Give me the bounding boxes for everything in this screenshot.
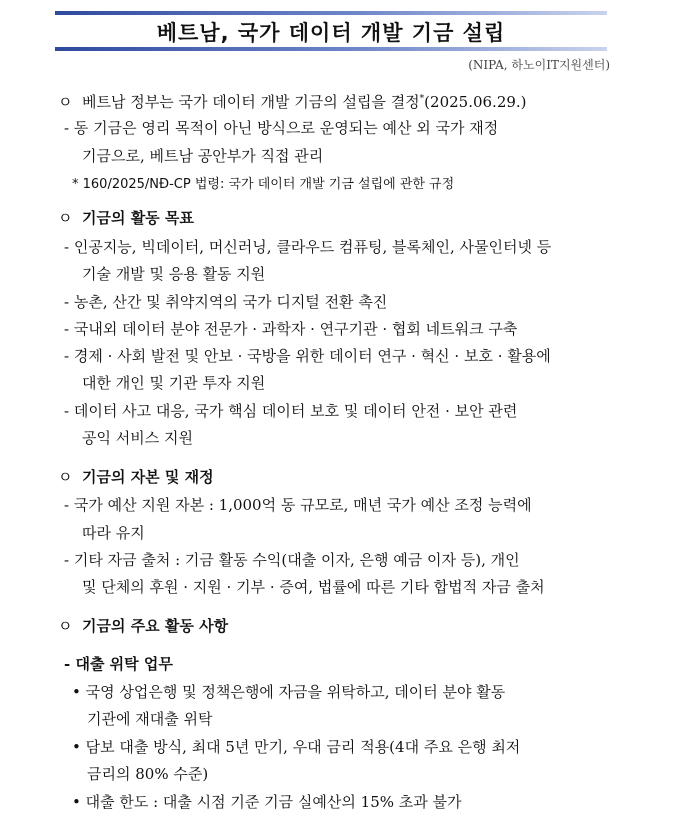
intro-line — [58, 89, 527, 112]
intro-bullet: ㅇ — [58, 93, 73, 111]
section-activities-heading — [58, 616, 228, 636]
goals-line-4: - 국내외 데이터 분야 전문가 · 과학자 · 연구기관 · 협회 네트워크 구축 — [64, 320, 518, 338]
goals-line-6: 대한 개인 및 기관 투자 지원 — [82, 374, 266, 392]
intro-detail-2: 기금으로, 베트남 공안부가 직접 관리 — [82, 147, 324, 165]
capital-line-1: - 국가 예산 지원 자본 : 1,000억 동 규모로, 매년 국가 예산 조정 능력에 — [64, 496, 532, 514]
intro-footnote: * 160/2025/NĐ-CP 법령: 국가 데이터 개발 기금 설립에 관한 규정 — [72, 177, 455, 192]
intro-text: 베트남 정부는 국가 데이터 개발 기금의 설립을 결정 — [82, 93, 420, 111]
activities-line-3: • 담보 대출 방식, 최대 5년 만기, 우대 금리 적용(4대 주요 은행 최저 — [72, 738, 521, 756]
activities-sub-heading: - 대출 위탁 업무 — [64, 655, 173, 673]
source-credit: (NIPA, 하노이IT지원센터) — [468, 58, 610, 72]
capital-line-2: 따라 유지 — [82, 524, 145, 542]
goals-bullet: ㅇ — [58, 209, 73, 227]
goals-line-3: - 농촌, 산간 및 취약지역의 국가 디지털 전환 촉진 — [64, 293, 388, 311]
intro-footnote-mark: * — [419, 94, 425, 104]
activities-line-4: 금리의 80% 수준) — [87, 765, 209, 783]
section-goals-heading — [58, 208, 194, 228]
activities-label: 기금의 주요 활동 사항 — [82, 617, 229, 635]
activities-line-5: • 대출 한도 : 대출 시점 기준 기금 실예산의 15% 초과 불가 — [72, 793, 462, 811]
goals-line-7: - 데이터 사고 대응, 국가 핵심 데이터 보호 및 데이터 안전 · 보안 관련 — [64, 402, 518, 420]
intro-date: (2025.06.29.) — [424, 93, 527, 111]
document-title: 베트남, 국가 데이터 개발 기금 설립 — [156, 21, 506, 45]
activities-line-2: 기관에 재대출 위탁 — [87, 710, 213, 728]
capital-line-3: - 기타 자금 출처 : 기금 활동 수익(대출 이자, 은행 예금 이자 등), 개인 — [64, 551, 520, 569]
intro-detail-1: - 동 기금은 영리 목적이 아닌 방식으로 운영되는 예산 외 국가 재정 — [64, 119, 499, 137]
goals-line-2: 기술 개발 및 응용 활동 지원 — [82, 265, 266, 283]
capital-label: 기금의 자본 및 재정 — [82, 468, 214, 486]
section-capital-heading — [58, 467, 214, 487]
capital-line-4: 및 단체의 후원 · 지원 · 기부 · 증여, 법률에 따른 기타 합법적 자금 출처 — [82, 578, 545, 596]
capital-bullet: ㅇ — [58, 468, 73, 486]
title-bottom-rule — [55, 47, 607, 51]
goals-line-5: - 경제 · 사회 발전 및 안보 · 국방을 위한 데이터 연구 · 혁신 · 보호 · 활용에 — [64, 347, 551, 365]
title-top-rule — [55, 11, 607, 15]
activities-line-1: • 국영 상업은행 및 정책은행에 자금을 위탁하고, 데이터 분야 활동 — [72, 683, 506, 701]
activities-bullet: ㅇ — [58, 617, 73, 635]
title-band — [55, 11, 607, 51]
goals-label: 기금의 활동 목표 — [82, 209, 194, 227]
goals-line-8: 공익 서비스 지원 — [82, 429, 193, 447]
goals-line-1: - 인공지능, 빅데이터, 머신러닝, 클라우드 컴퓨팅, 블록체인, 사물인터넷 등 — [64, 238, 552, 256]
